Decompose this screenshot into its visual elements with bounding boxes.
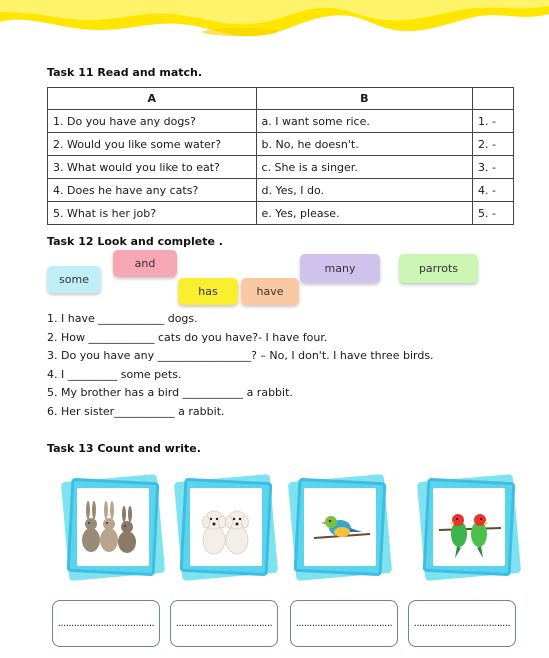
sentence-line[interactable]: 4. I _________ some pets.: [47, 367, 182, 381]
sentence-line[interactable]: 1. I have ____________ dogs.: [47, 312, 198, 325]
match-cell[interactable]: 3. -: [473, 156, 514, 179]
table-header-row: [48, 88, 514, 110]
word-card-have[interactable]: have: [241, 278, 299, 305]
sentence-line[interactable]: 3. Do you have any _________________? – No, I don't. I have three birds.: [47, 349, 434, 363]
question-cell: 3. What would you like to eat?: [48, 156, 257, 179]
answer-box-2[interactable]: ....................................: [170, 600, 278, 647]
column-header-b: B: [256, 88, 473, 110]
task12-title: Task 12 Look and complete .: [47, 235, 223, 248]
question-cell: 4. Does he have any cats?: [48, 179, 257, 202]
answer-box-3[interactable]: ....................................: [290, 600, 398, 647]
top-banner-wave: [0, 0, 549, 60]
table-row: [48, 202, 514, 225]
table-row: [48, 179, 514, 202]
match-cell[interactable]: 5. -: [473, 202, 514, 225]
task11-title: Task 11 Read and match.: [47, 66, 203, 79]
sentence-line[interactable]: 6. Her sister___________ a rabbit.: [47, 404, 225, 418]
picture-frame-rabbits: [63, 476, 163, 579]
answer-cell: b. No, he doesn't.: [256, 133, 473, 156]
match-cell[interactable]: 2. -: [473, 133, 514, 156]
answer-cell: e. Yes, please.: [256, 202, 473, 225]
word-card-some[interactable]: some: [47, 266, 101, 293]
question-cell: 5. What is her job?: [48, 202, 257, 225]
question-cell: 1. Do you have any dogs?: [48, 110, 257, 133]
match-table: [47, 87, 514, 225]
picture-frame-parrots: [419, 476, 519, 579]
word-card-has[interactable]: has: [178, 278, 238, 305]
rabbits-icon: [77, 488, 149, 566]
bird-icon: [304, 488, 376, 566]
table-row: [48, 133, 514, 156]
word-card-and[interactable]: and: [113, 250, 177, 277]
column-header-answer: [473, 88, 514, 110]
column-header-a: A: [48, 88, 257, 110]
answer-box-1[interactable]: ....................................: [52, 600, 160, 647]
picture-frame-bird: [290, 476, 390, 579]
dogs-icon: [190, 488, 262, 566]
sentence-line[interactable]: 2. How ____________ cats do you have?- I have four.: [47, 330, 328, 344]
word-card-parrots[interactable]: parrots: [399, 254, 478, 283]
word-card-many[interactable]: many: [300, 254, 380, 283]
match-cell[interactable]: 1. -: [473, 110, 514, 133]
match-cell[interactable]: 4. -: [473, 179, 514, 202]
answer-cell: a. I want some rice.: [256, 110, 473, 133]
answer-cell: c. She is a singer.: [256, 156, 473, 179]
picture-frame-dogs: [176, 476, 276, 579]
table-row: [48, 110, 514, 133]
answer-cell: d. Yes, I do.: [256, 179, 473, 202]
parrots-icon: [433, 488, 505, 566]
answer-box-4[interactable]: ....................................: [408, 600, 516, 647]
fill-in-sentences: [47, 310, 434, 422]
question-cell: 2. Would you like some water?: [48, 133, 257, 156]
task13-title: Task 13 Count and write.: [47, 442, 201, 455]
table-row: [48, 156, 514, 179]
sentence-line[interactable]: 5. My brother has a bird ___________ a rabbit.: [47, 386, 293, 400]
